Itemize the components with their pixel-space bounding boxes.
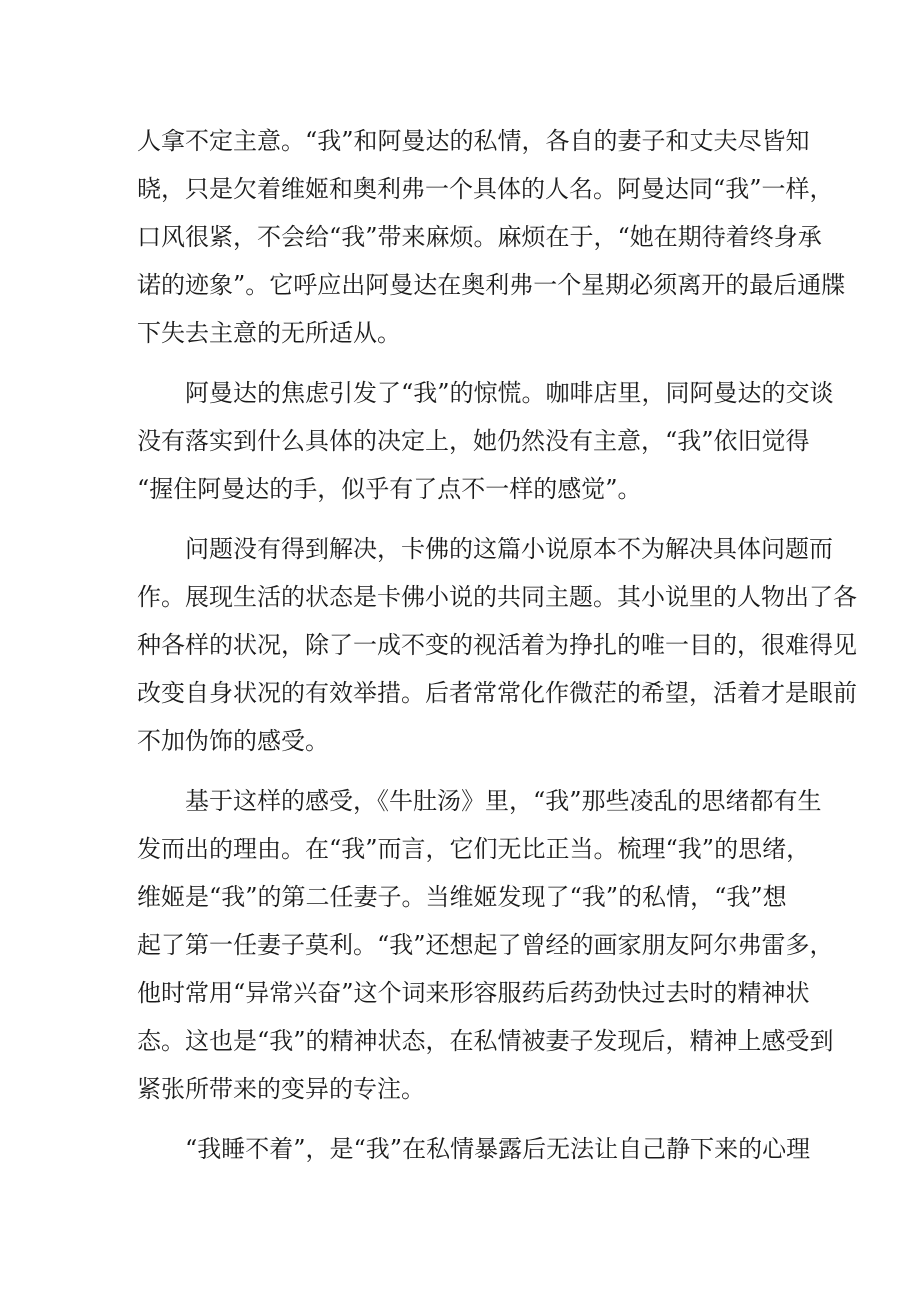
text-line: 基于这样的感受，《牛肚汤》里，“我”那些凌乱的思绪都有生 (185, 787, 822, 815)
paragraph-2 (137, 369, 834, 513)
text-line: 阿曼达的焦虑引发了“我”的惊慌。咖啡店里，同阿曼达的交谈 (185, 379, 834, 407)
paragraph-3 (137, 525, 857, 765)
text-line: 维姬是“我”的第二任妻子。当维姬发现了“我”的私情，“我”想 (137, 883, 787, 911)
text-line: 他时常用“异常兴奋”这个词来形容服药后药劲快过去时的精神状 (137, 979, 810, 1007)
text-line: 人拿不定主意。“我”和阿曼达的私情，各自的妻子和丈夫尽皆知 (137, 127, 810, 155)
text-line: 发而出的理由。在“我”而言，它们无比正当。梳理“我”的思绪， (137, 835, 811, 863)
text-line: 紧张所带来的变异的专注。 (137, 1075, 425, 1103)
paragraph-1 (137, 117, 846, 357)
document-page (137, 117, 857, 1185)
text-line: 起了第一任妻子莫利。“我”还想起了曾经的画家朋友阿尔弗雷多， (137, 931, 834, 959)
text-line: 种各样的状况，除了一成不变的视活着为挣扎的唯一目的，很难得见 (137, 631, 857, 659)
text-line: 不加伪饰的感受。 (137, 727, 329, 755)
text-line: 没有落实到什么具体的决定上，她仍然没有主意，“我”依旧觉得 (137, 427, 810, 455)
text-line: 下失去主意的无所适从。 (137, 319, 401, 347)
text-line: “握住阿曼达的手，似乎有了点不一样的感觉”。 (137, 475, 642, 503)
text-line: 口风很紧，不会给“我”带来麻烦。麻烦在于，“她在期待着终身承 (137, 223, 822, 251)
text-line: 问题没有得到解决，卡佛的这篇小说原本不为解决具体问题而 (185, 535, 833, 563)
text-line: 晓，只是欠着维姬和奥利弗一个具体的人名。阿曼达同“我”一样， (137, 175, 834, 203)
text-line: 作。展现生活的状态是卡佛小说的共同主题。其小说里的人物出了各 (137, 583, 857, 611)
text-line: “我睡不着”，是“我”在私情暴露后无法让自己静下来的心理 (185, 1135, 811, 1163)
text-line: 改变自身状况的有效举措。后者常常化作微茫的希望，活着才是眼前 (137, 679, 857, 707)
text-line: 态。这也是“我”的精神状态，在私情被妻子发现后，精神上感受到 (137, 1027, 834, 1055)
paragraph-4 (137, 777, 834, 1113)
text-line: 诺的迹象”。它呼应出阿曼达在奥利弗一个星期必须离开的最后通牒 (137, 271, 846, 299)
paragraph-5 (137, 1125, 811, 1173)
